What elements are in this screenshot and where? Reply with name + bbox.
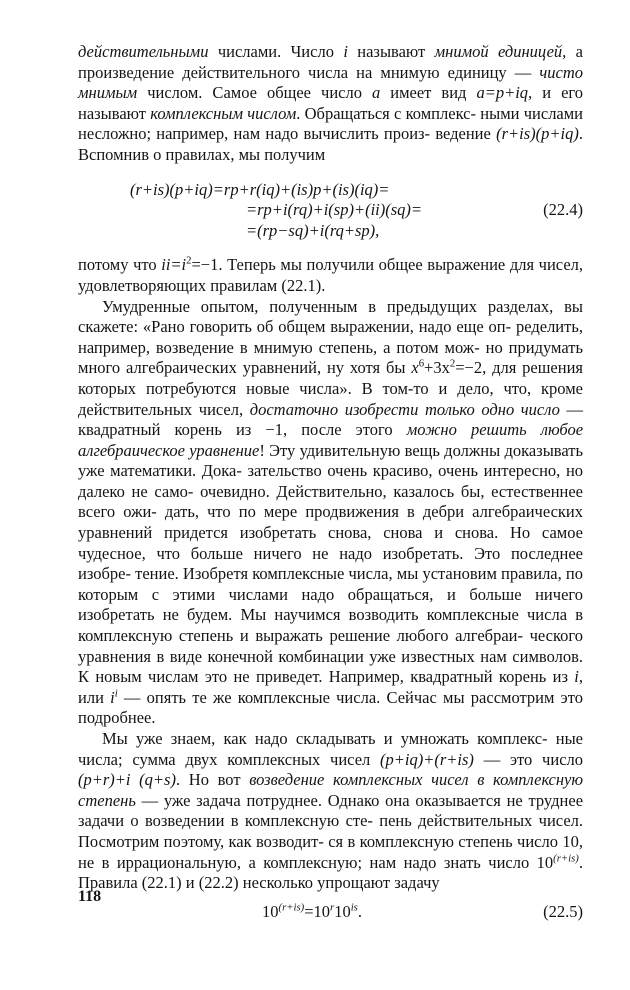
text-span: , или [78, 667, 584, 707]
italic-term: в комплексную степень [78, 770, 583, 810]
text-span: — квадратный корень из −1, [78, 399, 584, 440]
math-expression: ii=i [161, 255, 187, 275]
text-span: — уже задача потруднее. Однако она [135, 790, 410, 810]
math-symbol: x [411, 358, 419, 378]
equation-text: =rp+i(rq)+i(sp)+(ii)(sq)= [246, 200, 423, 220]
text-span: потому что [78, 255, 162, 275]
math-expression: (p+iq)+(r+is) [380, 749, 474, 769]
text-span: пень действительных чисел. Посмотрим поэтому, как возводит- [78, 811, 583, 851]
text-span: ! Эту [259, 440, 296, 460]
text-span: ся в комплексную степень число 10, не в иррациональную, а [78, 831, 583, 872]
equation-text [262, 902, 362, 923]
text-span: вы скажете: «Рано говорить об общем выражении, надо еще оп- [78, 296, 583, 337]
text-span: ными числами несложно; например, нам надо вычислить произ- [78, 103, 584, 144]
equation-number: (22.4) [543, 200, 583, 220]
text-span: квадратный корень из [410, 667, 575, 687]
text-span: . Вспомнив о правилах, мы получим [78, 124, 583, 164]
text-span: оказывается не труднее задачи о возведении в комплексную сте- [78, 790, 584, 831]
text-span: Сейчас мы рассмотрим это подробнее. [78, 687, 583, 728]
text-span: изобретать не будем. Мы научимся возводить комплексные числа [78, 605, 568, 625]
paragraph [78, 255, 583, 296]
body-text [78, 42, 583, 922]
equation-22-4-line2 [78, 200, 583, 221]
superscript: r [330, 901, 335, 914]
italic-term: изобрести только одно число [344, 399, 560, 419]
superscript: (r+is) [278, 901, 305, 914]
math-expression: a=p+iq, [476, 83, 533, 103]
text-span: имеет вид [380, 83, 477, 103]
paragraph [78, 297, 583, 729]
math-symbol: i [110, 687, 115, 707]
equation-part: 10 [262, 901, 279, 921]
text-span: В том-то и дело, что, кроме действительных чисел, [78, 378, 584, 419]
text-span: . Но вот [175, 770, 250, 790]
superscript: 2 [186, 254, 192, 267]
text-span: ные числа; сумма двух комплексных чисел [78, 729, 584, 769]
italic-term: чисто мнимым [78, 62, 583, 103]
italic-term: действительными [78, 42, 209, 61]
math-expression: +3x [424, 358, 450, 378]
text-span: — это число [483, 749, 583, 769]
text-span: Умудренные опытом, полученным в предыдущих разделах, [102, 296, 554, 316]
equation-text: (r+is)(p+iq)=rp+r(iq)+(is)p+(is)(iq)= [130, 179, 390, 199]
text-span: тение. Изобретя комплексные числа, мы установим правила, [135, 564, 562, 584]
text-span: для чисел, удовлетворяющих правилам (22.1). [78, 255, 584, 295]
text-span: . Обращаться с комплекс- [296, 103, 476, 123]
text-span: — опять те же комплексные числа. [117, 687, 381, 707]
text-span: Мы уже знаем, как надо складывать и умножать комплекс- [102, 729, 548, 748]
superscript: 2 [449, 357, 456, 370]
equation-number: (22.5) [543, 901, 583, 921]
superscript: i [114, 687, 118, 700]
text-span: ределить, например, возведение в мнимую степень, а потом мож- [78, 317, 583, 357]
text-span: числом. Самое общее число [137, 83, 372, 103]
math-symbol: i [574, 667, 579, 687]
text-span: придется изобретать снова, снова и снова. Но самое чудесное, [78, 523, 584, 563]
text-span: нам символов. К новым числам это не приведет. Например, [78, 646, 583, 687]
text-span: и (22.2) несколько упрощают задачу [185, 873, 440, 893]
math-expression: (p+r)+i (q+s) [78, 770, 176, 790]
superscript: is [350, 901, 358, 914]
equation-22-4-line1 [78, 180, 583, 201]
text-span: по которым с этими числами надо обращаться, и больше ничего [78, 564, 584, 604]
equation-text: =(rp−sq)+i(rq+sp), [246, 220, 380, 240]
text-span: после этого [301, 420, 407, 440]
italic-term: можно решить любое алгебраическое уравнение [78, 420, 584, 460]
equation-22-4-line3 [78, 221, 583, 242]
text-span: называют [347, 42, 435, 61]
superscript: (r+is) [553, 852, 579, 865]
text-span: в комплексную степень и выражать решение любого алгебраи- [78, 605, 583, 646]
text-span: но придумать много алгебраических уравнений, ну хотя бы [78, 337, 583, 378]
text-span: =−1. Теперь мы получили общее выражение [191, 255, 506, 275]
text-span: дать, что по мере продвижения в дебри алгебраических уравнений [78, 502, 583, 543]
text-span: что больше ничего не надо изобретать. Это последнее изобре- [78, 543, 584, 584]
text-span: и его называют [78, 83, 584, 123]
page-number: 118 [78, 888, 102, 905]
paragraph [78, 729, 583, 894]
italic-term: возведение комплексных чисел [249, 770, 469, 790]
math-expression: (r+is)(p+iq) [496, 124, 579, 144]
equation-part: 10 [334, 901, 351, 921]
text-span: ведение [435, 124, 497, 144]
text-span: а произведение действительного числа на мнимую единицу — [78, 42, 583, 82]
italic-term: комплексным числом [150, 103, 297, 123]
math-symbol: a [371, 83, 381, 103]
text-span: =−2, для решения которых потребуются новые числа». [78, 358, 584, 398]
italic-term: достаточно [249, 399, 339, 419]
superscript: 6 [418, 357, 425, 370]
equation-22-5 [78, 902, 583, 923]
math-symbol: i [343, 42, 348, 61]
paragraph [78, 42, 583, 166]
text-span: комплексную; нам надо знать число 10 [263, 852, 554, 872]
text-span: ческого уравнения в виде конечной комбинации уже известных [78, 626, 583, 666]
italic-term: мнимой единицей, [434, 42, 567, 61]
text-span: . Правила (22.1) [78, 852, 583, 893]
text-span: удивительную вещь должны доказывать уже математики. Дока- [78, 440, 583, 481]
text-span: очевидно. Действительно, казалось бы, естественнее всего ожи- [78, 481, 583, 522]
text-span: зательство очень красиво, очень интересно, но далеко не само- [78, 461, 584, 501]
equation-part: . [357, 901, 362, 921]
equation-part: =10 [304, 901, 331, 921]
text-span: числами. Число [208, 42, 344, 61]
